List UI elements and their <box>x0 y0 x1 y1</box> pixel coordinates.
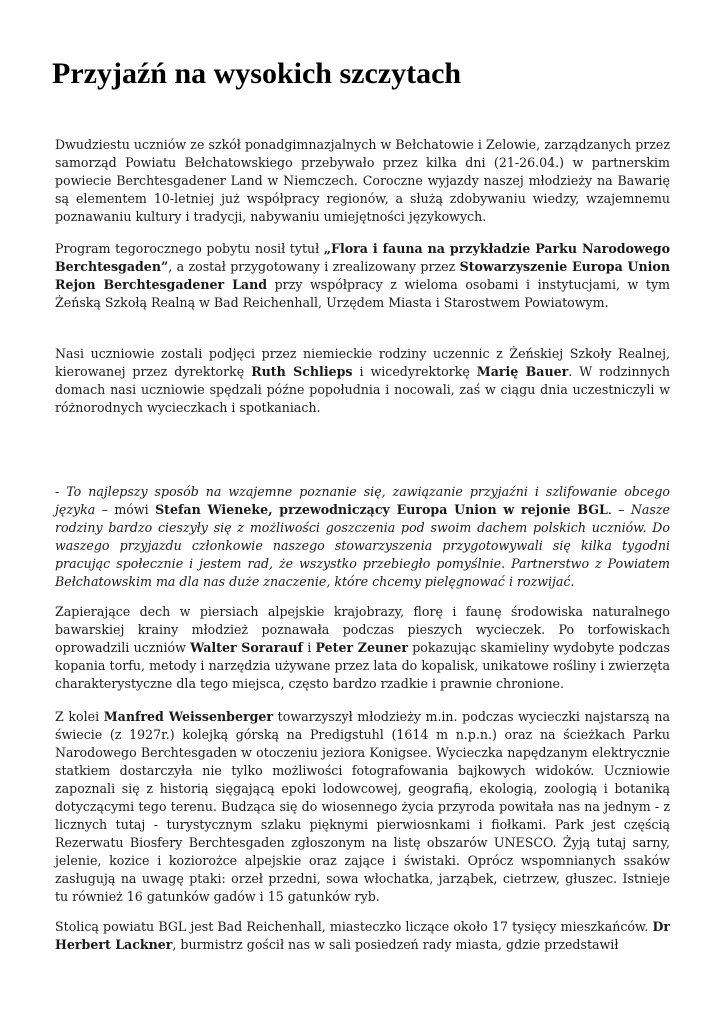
guide-name-2: Peter Zeuner <box>315 640 408 655</box>
program-title: „Flora i fauna na przykładzie Parku Narodowego Berchtesgaden” <box>55 241 670 274</box>
paragraph-capital: Stolicą powiatu BGL jest Bad Reichenhall, miasteczko liczące około 17 tysięcy mieszkańców. Dr Herbert Lackner, burmistrz gościł nas w sali posiedzeń rady miasta, gdzie przedstawił <box>55 919 670 952</box>
director-name: Ruth Schlieps <box>251 364 353 379</box>
paragraph-excursion: Z kolei Manfred Weissenberger towarzyszył młodzieży m.in. podczas wycieczki najstarszą na świecie (z 1927r.) kolejką górską na Predigstuhl (1614 m n.p.n.) oraz na ścieżkach Parku Narodowego Berchtesgaden w otoczeniu jeziora Konigsee. Wycieczka napędzanym elektrycznie statkiem dostarczyła nie tylko możliwości fotografowania bajkowych widoków. Uczniowie zapoznali się z historią sięgającą epoki lodowcowej, geografią, ekologią, zoologią i botaniką dotyczącymi tego terenu. Budząca się do wiosennego życia przyroda powitała nas na jednym - z licznych tutaj - turystycznym szlaku pięknymi pierwiosnkami i fiołkami. Park jest częścią Rezerwatu Biosfery Berchtesgaden zgłoszonym na listę obszarów UNESCO. Żyją tutaj sarny, jelenie, kozice i koziorożce alpejskie oraz zające i świstaki. Oprócz wspomnianych ssaków zasługują na uwagę ptaki: orzeł przedni, sowa włochatka, jarząbek, cietrzew, głuszec. Istnieje tu również 16 gatunków gadów i 15 gatunków ryb. <box>55 709 670 904</box>
speaker-name: Stefan Wieneke, przewodniczący Europa Union w rejonie BGL <box>155 502 608 517</box>
organizer-name: Stowarzyszenie Europa Union Rejon Berchtesgadener Land <box>55 259 670 292</box>
paragraph-landscapes: Zapierające dech w piersiach alpejskie krajobrazy, florę i faunę środowiska naturalnego bawarskiej krainy młodzież poznawała podczas pieszych wycieczek. Po torfowiskach oprowadzili uczniów Walter Sorarauf i Peter Zeuner pokazując skamieliny wydobyte podczas kopania torfu, metody i narzędzia używane przez lata do kopalisk, unikatowe rośliny i zwierzęta charakterystyczne dla tego miejsca, często bardzo rzadkie i prawnie chronione. <box>55 604 670 691</box>
guide-name-1: Walter Sorarauf <box>190 640 303 655</box>
paragraph-intro: Dwudziestu uczniów ze szkół ponadgimnazjalnych w Bełchatowie i Zelowie, zarządzanych przez samorząd Powiatu Bełchatowskiego przebywało przez kilka dni (21-26.04.) w partnerskim powiecie Berchtesgadener Land w Niemczech. Coroczne wyjazdy naszej młodzieży na Bawarię są elementem 10-letniej już współpracy regionów, a służą zdobywaniu wiedzy, wzajemnemu poznawaniu kultury i tradycji, nabywaniu umiejętności językowych. <box>55 137 670 224</box>
paragraph-quote: - To najlepszy sposób na wzajemne poznanie się, zawiązanie przyjaźni i szlifowanie obcego języka – mówi Stefan Wieneke, przewodniczący Europa Union w rejonie BGL. – Nasze rodziny bardzo cieszyły się z możliwości goszczenia pod swoim dachem polskich uczniów. Do waszego przyjazdu członkowie naszego stowarzyszenia przygotowywali się kilka tygodni pracując społecznie i jestem rad, że wszystko przebiegło pomyślnie. Partnerstwo z Powiatem Bełchatowskim ma dla nas duże znaczenie, które chcemy pielęgnować i rozwijać. <box>55 484 670 589</box>
mayor-name: Dr Herbert Lackner <box>55 919 670 952</box>
paragraph-program: Program tegorocznego pobytu nosił tytuł „Flora i fauna na przykładzie Parku Narodowego Berchtesgaden”, a został przygotowany i zrealizowany przez Stowarzyszenie Europa Union Rejon Berchtesgadener Land przy współpracy z wieloma osobami i instytucjami, w tym Żeńską Szkołą Realną w Bad Reichenhall, Urzędem Miasta i Starostwem Powiatowym. <box>55 241 670 310</box>
vice-director-name: Marię Bauer <box>476 364 569 379</box>
guide-name-3: Manfred Weissenberger <box>103 709 274 724</box>
article-title: Przyjaźń na wysokich szczytach <box>52 57 462 90</box>
paragraph-host-families: Nasi uczniowie zostali podjęci przez niemieckie rodziny uczennic z Żeńskiej Szkoły Realnej, kierowanej przez dyrektorkę Ruth Schlieps i wicedyrektorkę Marię Bauer. W rodzinnych domach nasi uczniowie spędzali późne popołudnia i nocowali, zaś w ciągu dnia uczestniczyli w różnorodnych wycieczkach i spotkaniach. <box>55 346 670 415</box>
